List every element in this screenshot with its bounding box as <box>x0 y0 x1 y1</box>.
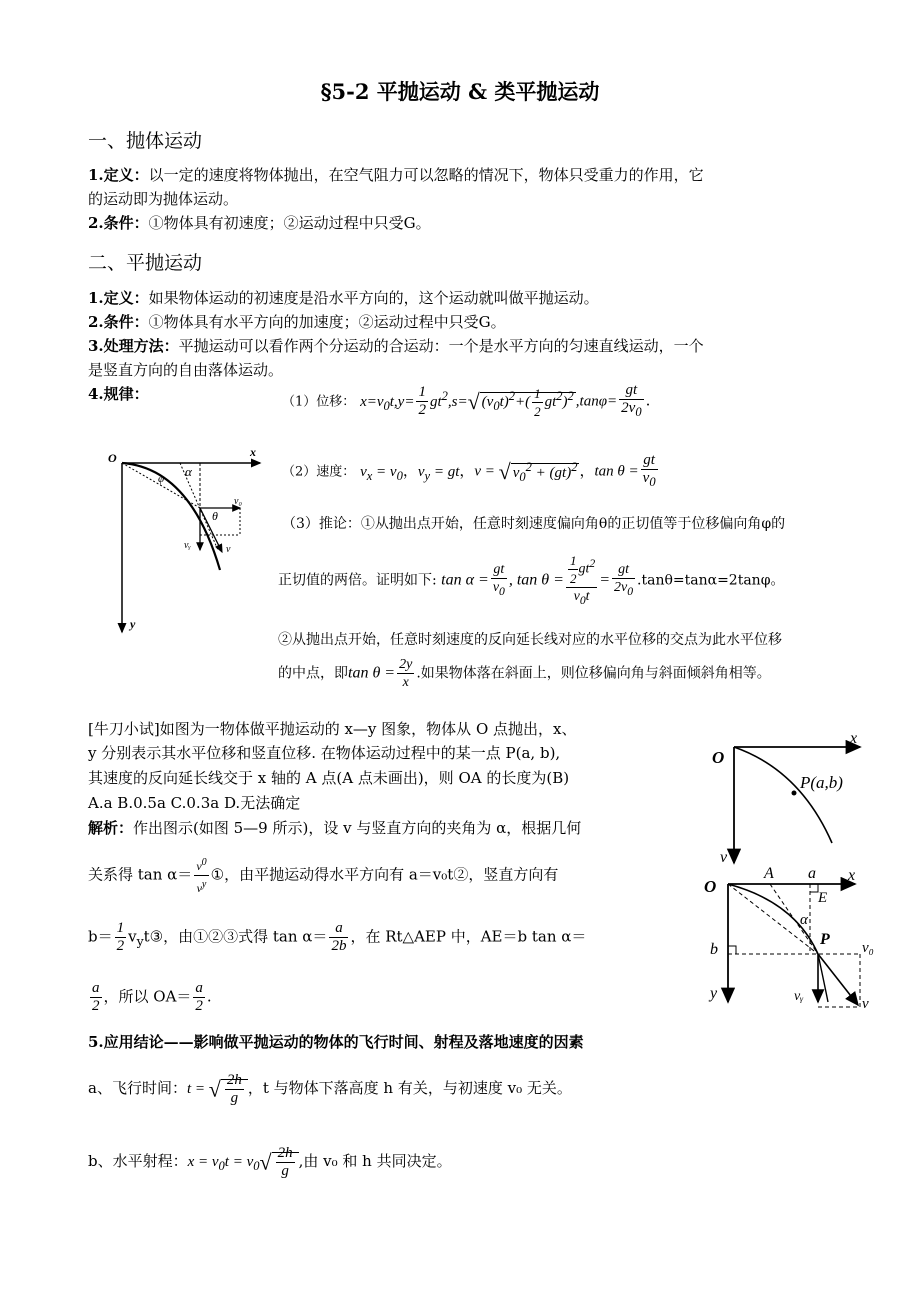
section2-cond: 2.条件：①物体具有水平方向的加速度；②运动过程中只受G。 <box>88 313 506 331</box>
solution-line2: 关系得 tan α＝ $\frac{v^0}{v^y}$ ①，由平抛运动得水平方向有 a＝v₀t②，竖直方向有 <box>88 854 558 897</box>
v0-label: v₀ <box>234 496 242 507</box>
trajectory-diagram-top <box>700 725 870 865</box>
vy-label: vᵧ <box>794 989 804 1004</box>
alpha-label: α <box>185 464 192 479</box>
solution-line3: b＝ $\frac{1}{2}$ $v_yt③$，由①②③式得 tan α＝ $\frac{a}{2b}$ ，在 Rt△AEP 中，AE＝b tan α＝ <box>88 920 587 954</box>
y-label: y <box>710 985 718 1002</box>
y-label: y <box>130 617 136 631</box>
practice-line1: [牛刀小试]如图为一物体做平抛运动的 x—y 图象，物体从 O 点抛出，x、 <box>88 720 577 738</box>
practice-line2: y 分别表示其水平位移和竖直位移. 在物体运动过程中的某一点 P(a, b), <box>88 744 561 762</box>
inference-line3: ②从抛出点开始，任意时刻速度的反向延长线对应的水平位移的交点为此水平位移 <box>278 632 782 648</box>
practice-options: A.a B.0.5a C.0.3a D.无法确定 <box>88 794 301 812</box>
practice-line3: 其速度的反向延长线交于 x 轴的 A 点(A 点未画出)，则 OA 的长度为(B) <box>88 769 570 787</box>
projectile-diagram-left <box>100 440 270 640</box>
solution-line4: $\frac{a}{2}$ ，所以 OA＝ $\frac{a}{2}$ . <box>92 980 212 1014</box>
trajectory <box>734 747 832 843</box>
b-label: b <box>710 941 718 958</box>
section2-method: 3.处理方法：平抛运动可以看作两个分运动的合运动：一个是水平方向的匀速直线运动，一个 <box>88 337 704 355</box>
a-label: a <box>808 865 816 882</box>
section1-def: 1.定义：以一定的速度将物体抛出，在空气阻力可以忽略的情况下，物体只受重力的作用，它 <box>88 166 704 184</box>
x-label: x <box>848 867 856 884</box>
origin-label: O <box>108 451 117 465</box>
section2-heading: 二、平抛运动 <box>88 252 203 274</box>
x-label: x <box>850 730 858 747</box>
velocity-formula: （2）速度： $v_x = v_0$，$v_y$ = gt，v = √ $v_0^2 + (gt)^2$ ，tan θ = $\frac{gt}{v_0}$ <box>282 452 656 489</box>
law-label: 4.规律： <box>88 385 149 403</box>
velocity-diagram-bottom <box>700 862 890 1012</box>
section2-def: 1.定义：如果物体运动的初速度是沿水平方向的，这个运动就叫做平抛运动。 <box>88 289 599 307</box>
displacement-formula: （1）位移： $x=v_0t,y=$ $\frac{1}{2}$ $gt^2,s=√$ $(v_0t)^2+$( $\frac{1}{2}$ $gt^2)^2$ ,tanφ= $\frac{gt}{2v_0}$ . <box>282 382 651 420</box>
trajectory <box>122 463 220 570</box>
v-label: v <box>720 849 728 865</box>
phi-label: φ <box>158 473 165 485</box>
point-p <box>792 791 797 796</box>
p-label: P(a,b) <box>800 773 843 792</box>
solution-line1: 解析：作出图示(如图 5—9 所示)，设 v 与竖直方向的夹角为 α，根据几何 <box>88 819 582 837</box>
vy-label: vᵧ <box>184 540 191 551</box>
origin-label: O <box>712 748 725 767</box>
section1-def-cont: 的运动即为抛体运动。 <box>88 190 239 208</box>
v-label: v <box>862 996 869 1012</box>
section1-cond: 2.条件：①物体具有初速度；②运动过程中只受G。 <box>88 214 431 232</box>
inference-line4: 的中点，即tan θ = $\frac{2y}{x}$ .如果物体落在斜面上，则位移偏向角与斜面倾斜角相等。 <box>278 657 771 690</box>
section5-heading: 5.应用结论——影响做平抛运动的物体的飞行时间、射程及落地速度的因素 <box>88 1033 584 1051</box>
page-title: §5-2 平抛运动 & 类平抛运动 <box>320 79 600 104</box>
v0-label: v₀ <box>862 940 874 956</box>
section2-method-cont: 是竖直方向的自由落体运动。 <box>88 361 284 379</box>
section1-heading: 一、抛体运动 <box>88 130 203 152</box>
x-label: x <box>250 445 256 459</box>
a-point-label: A <box>764 865 774 882</box>
inference-proof: 正切值的两倍。证明如下: tan α = $\frac{gt}{v_0}$ , tan θ = $\frac{1}{2}$ $gt^2$ $v_0t$ = $\frac{gt}{2v_0}$ .tanθ=tanα=2tanφ。 <box>278 553 785 607</box>
v-label: v <box>226 544 231 555</box>
origin-label: O <box>704 877 717 896</box>
e-label: E <box>818 890 828 906</box>
flight-time: a、飞行时间：t = √ $\frac{2h}{g}$ ，t 与物体下落高度 h 有关，与初速度 v₀ 无关。 <box>88 1072 572 1106</box>
velocity-extension <box>770 884 818 954</box>
inference-line1: （3）推论：①从抛出点开始，任意时刻速度偏向角θ的正切值等于位移偏向角φ的 <box>282 516 786 532</box>
alpha-label: α <box>800 912 808 928</box>
p-label: P <box>820 931 830 948</box>
horizontal-range: b、水平射程：$x = v_0t = v_0√$ $\frac{2h}{g}$ ,由 v₀ 和 h 共同决定。 <box>88 1145 452 1179</box>
theta-label: θ <box>212 509 218 523</box>
